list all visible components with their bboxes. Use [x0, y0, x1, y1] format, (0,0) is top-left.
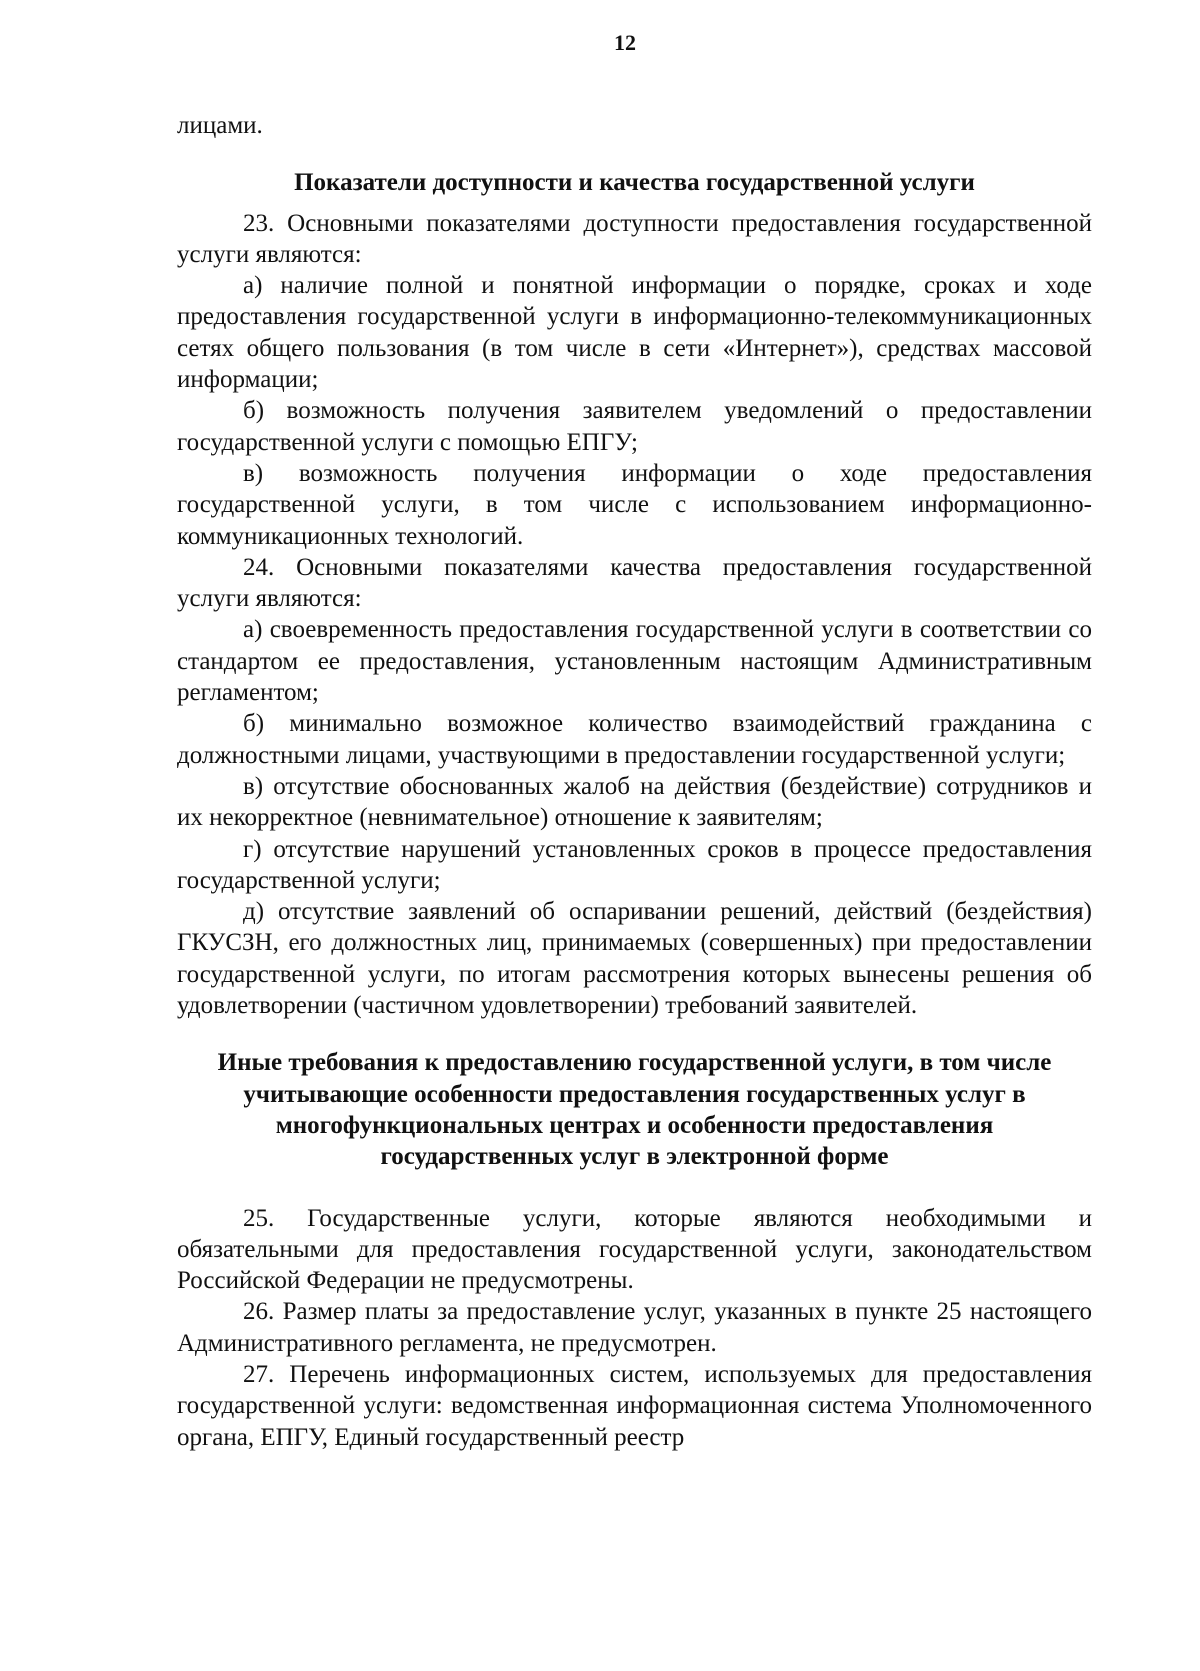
- paragraph-24-g: г) отсутствие нарушений установленных сроков в процессе предоставления государственной услуги;: [177, 835, 1092, 894]
- paragraph-23-v: в) возможность получения информации о ходе предоставления государственной услуги, в том числе с использованием информационно-коммуникационных технологий.: [177, 459, 1092, 550]
- paragraph-26: 26. Размер платы за предоставление услуг, указанных в пункте 25 настоящего Административного регламента, не предусмотрен.: [177, 1298, 1092, 1357]
- paragraph-24: 24. Основными показателями качества предоставления государственной услуги являются:: [177, 553, 1092, 613]
- paragraph-24-a: а) своевременность предоставления государственной услуги в соответствии со стандартом ее предоставления, установленным настоящим Административным регламентом;: [177, 616, 1092, 707]
- paragraph-24-d: д) отсутствие заявлений об оспаривании решений, действий (бездействия) ГКУСЗН, его должностных лиц, принимаемых (совершенных) при предоставлении государственной услуги, по итогам рассмотрения которых вынесены решения об удовлетворении (частичном удовлетворении) требований заявителей.: [177, 898, 1092, 1020]
- section-heading-other-requirements: Иные требования к предоставлению государственной услуги, в том числе учитывающие особенности предоставления государственных услуг в многофункциональных центрах и особенности предоставления государственных услуг в электронной форме: [217, 1049, 1052, 1171]
- paragraph-25: 25. Государственные услуги, которые являются необходимыми и обязательными для предоставления государственной услуги, законодательством Российской Федерации не предусмотрены.: [177, 1204, 1092, 1295]
- section-heading-accessibility: Показатели доступности и качества государственной услуги: [294, 169, 975, 197]
- paragraph-24-v: в) отсутствие обоснованных жалоб на действия (бездействие) сотрудников и их некорректное (невнимательное) отношение к заявителям;: [177, 772, 1092, 832]
- page-number: 12: [614, 30, 636, 55]
- paragraph-continuation: лицами.: [177, 112, 263, 139]
- paragraph-23: 23. Основными показателями доступности предоставления государственной услуги являются:: [177, 209, 1092, 268]
- paragraph-24-b: б) минимально возможное количество взаимодействий гражданина с должностными лицами, участвующими в предоставлении государственной услуги;: [177, 710, 1092, 769]
- document-body: [177, 110, 1092, 1453]
- paragraph-23-b: б) возможность получения заявителем уведомлений о предоставлении государственной услуги с помощью ЕПГУ;: [177, 397, 1092, 456]
- paragraph-23-a: а) наличие полной и понятной информации о порядке, сроках и ходе предоставления государственной услуги в информационно-телекоммуникационных сетях общего пользования (в том числе в сети «Интернет»), средствах массовой информации;: [177, 272, 1092, 394]
- paragraph-27: 27. Перечень информационных систем, используемых для предоставления государственной услуги: ведомственная информационная система Уполномоченного органа, ЕПГУ, Единый государственный реестр: [177, 1360, 1092, 1451]
